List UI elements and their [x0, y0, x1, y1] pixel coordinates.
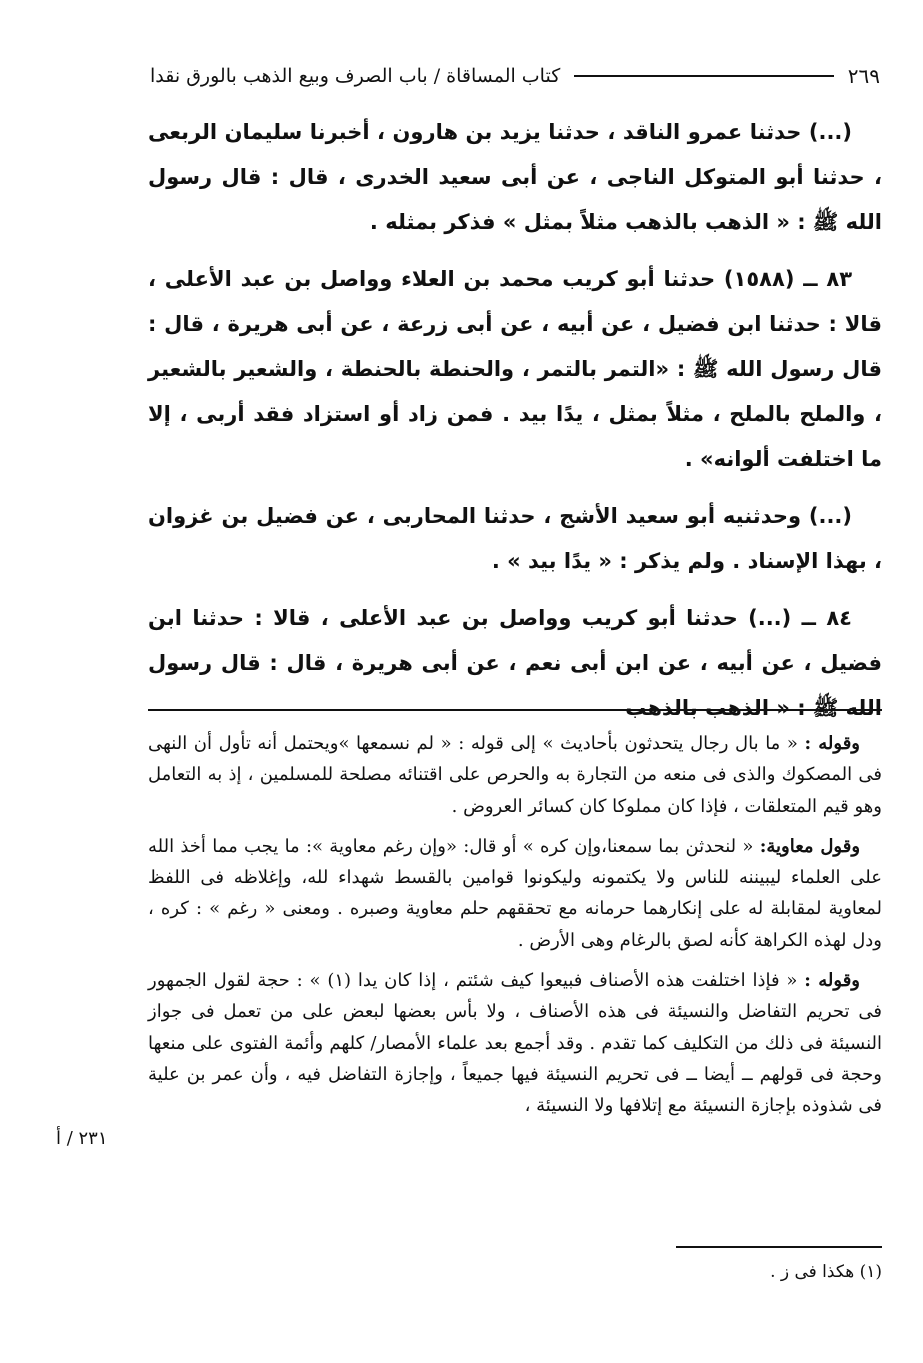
- book-chapter-title: كتاب المساقاة / باب الصرف وبيع الذهب بالورق نقدا: [150, 65, 561, 87]
- header-rule: [574, 75, 834, 77]
- page-number: ٢٦٩: [847, 64, 880, 88]
- hadith-paragraph-3: (...) وحدثنيه أبو سعيد الأشج ، حدثنا المحاربى ، عن فضيل بن غزوان ، بهذا الإسناد . ولم يذكر : « يدًا بيد » .: [148, 504, 882, 573]
- hadith-text: [148, 110, 882, 743]
- hadith-paragraph-2: ٨٣ ــ (١٥٨٨) حدثنا أبو كريب محمد بن العلاء وواصل بن عبد الأعلى ، قالا : حدثنا ابن فضيل ، عن أبيه ، عن أبى زرعة ، عن أبى هريرة ، قال : قال رسول الله ﷺ : «التمر بالتمر ، والحنطة بالحنطة ، والشعير بالشعير ، والملح بالملح ، مثلاً بمثل ، يدًا بيد . فمن زاد أو استزاد فقد أربى ، إلا ما اختلفت ألوانه» .: [148, 267, 882, 471]
- commentary-paragraph-1: [148, 728, 882, 822]
- commentary-text: « لنحدثن بما سمعنا،وإن كره » أو قال: «وإن رغم معاوية »: ما يجب مما أخذ الله على العلماء ليبيننه للناس ولا يكتمونه وليكونوا قوامين بالقسط شهداء لله، وإغلاظه فى اللفظ لمعاوية لمقابلة له على إنكارهما حرمانه مع تحققهم حلم معاوية وصبره . ومعنى « رغم » : كره ، ودل لهذه الكراهة كأنه لصق بالرغام وهى الأرض .: [148, 835, 882, 951]
- footnote-rule: [676, 1246, 882, 1248]
- commentary-lead: وقول معاوية:: [759, 835, 861, 857]
- commentary-text: « فإذا اختلفت هذه الأصناف فبيعوا كيف شئتم ، إذا كان يدا (١) » : حجة لقول الجمهور فى تحريم التفاضل والنسيئة فى هذه الأصناف ، ولا بأس بعضها لبعض على من تعمل فى جواز النسيئة فى ذلك من التكليف كما تقدم . وقد أجمع بعد علماء الأمصار/ كلهم وأئمة الفتوى على منعها وحجة فى قولهم ــ أيضا ــ فى تحريم النسيئة فيها جميعاً ، وإجازة التفاضل فيه ، وأن عمر بن علية فى شذوذه بإجازة النسيئة مع إتلافها ولا النسيئة ،: [148, 970, 882, 1117]
- hadith-paragraph-4: ٨٤ ــ (...) حدثنا أبو كريب وواصل بن عبد الأعلى ، قالا : حدثنا ابن فضيل ، عن أبيه ، عن ابن أبى نعم ، عن أبى هريرة ، قال : قال رسول الله ﷺ : « الذهب بالذهب: [148, 606, 882, 720]
- commentary-text: « ما بال رجال يتحدثون بأحاديث » إلى قوله : « لم نسمعها »ويحتمل أنه تأول أن النهى فى المصكوك والذى فى منعه من التجارة به والحرص على اقتنائه مصلحة للمسلمين ، إذ به التعامل وهو قيم المتعلقات ، فإذا كان مملوكا كان كسائر العروض .: [148, 733, 882, 817]
- running-header: [150, 60, 880, 92]
- footnote: (١) هكذا فى ز .: [770, 1262, 882, 1282]
- hadith-paragraph-1: (...) حدثنا عمرو الناقد ، حدثنا يزيد بن هارون ، أخبرنا سليمان الربعى ، حدثنا أبو المتوكل الناجى ، عن أبى سعيد الخدرى ، قال : قال رسول الله ﷺ : « الذهب بالذهب مثلاً بمثل » فذكر بمثله .: [148, 120, 882, 234]
- manuscript-folio-reference: ٢٣١ / أ: [56, 1128, 108, 1149]
- commentary-lead: وقوله :: [804, 733, 860, 754]
- commentary-paragraph-3: [148, 965, 882, 1121]
- commentary-separator: [148, 709, 882, 711]
- commentary: [148, 728, 882, 1131]
- commentary-paragraph-2: [148, 831, 882, 956]
- commentary-lead: وقوله :: [804, 970, 860, 992]
